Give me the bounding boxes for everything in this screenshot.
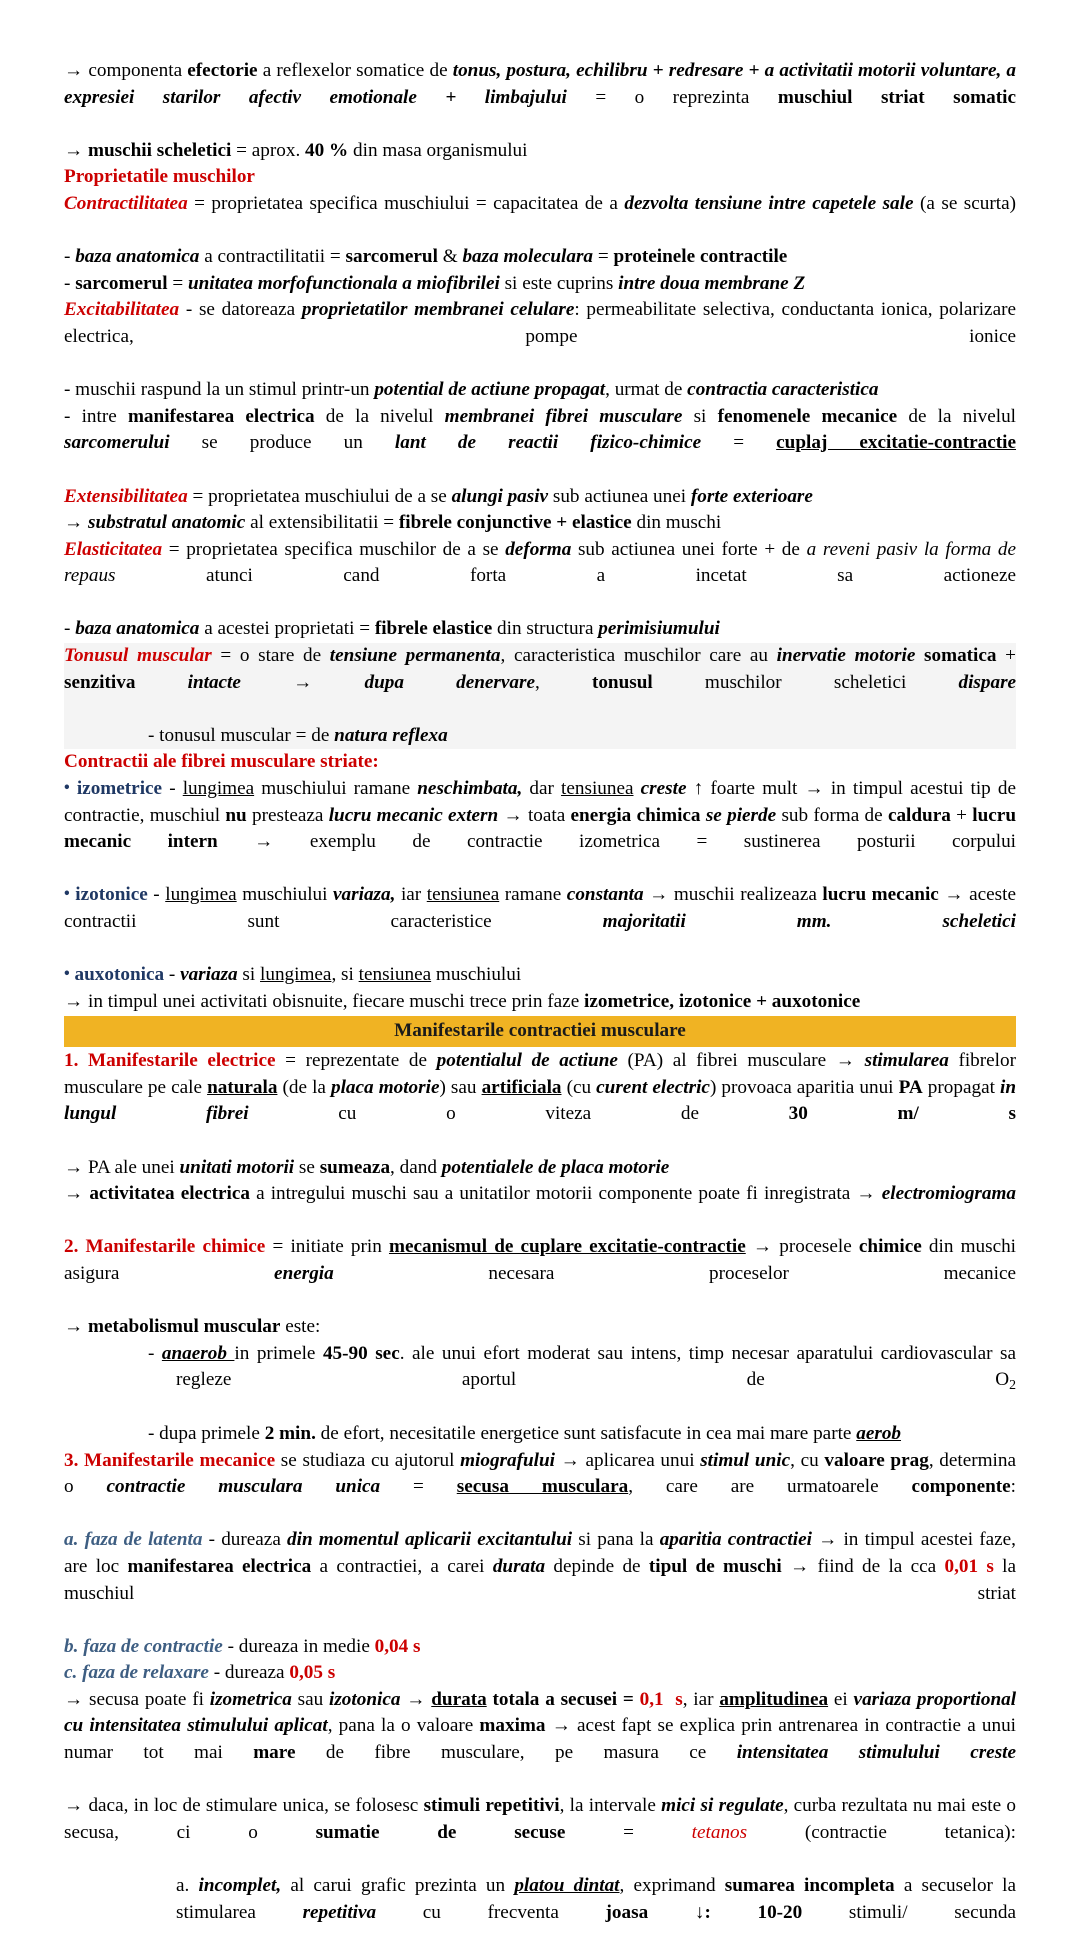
paragraph-durata-secusa: → secusa poate fi izometrica sau izotonica → durata totala a secusei = 0,1 s, iar amplitudinea ei variaza proportional cu intensitatea stimulului aplicat, pana la o valoare maxima → acest fapt se explica prin antrenarea in contractie a unui numar tot mai mare de fibre musculare, pe masura ce intensitatea stimulului creste xyxy=(64,1688,1017,1764)
paragraph-pa-unitati-motorii: → PA ale unei unitati motorii se sumeaza, dand potentialele de placa motorie xyxy=(64,1156,670,1178)
paragraph-izometrice: • izometrice - lungimea muschiului ramane neschimbata, dar tensiunea creste ↑ foarte mult → in timpul acestui tip de contractie, muschiul nu presteaza lucru mecanic extern → toata energia chimica se pierde sub forma de caldura + lucru mecanic intern → exemplu de contractie izometrica = sustinerea posturii corpului xyxy=(64,777,1017,853)
paragraph-contractilitatea: Contractilitatea = proprietatea specifica muschiului = capacitatea de a dezvolta tensiune intre capetele sale (a se scurta) xyxy=(64,192,1016,214)
paragraph-baza-anatomica-elasticitate: - baza anatomica a acestei proprietati = fibrele elastice din structura perimisiumului xyxy=(64,618,720,640)
paragraph-muschii-raspund: - muschii raspund la un stimul printr-un potential de actiune propagat, urmat de contractia caracteristica xyxy=(64,379,879,401)
paragraph-auxotonica: • auxotonica - variaza si lungimea, si tensiunea muschiului xyxy=(64,963,522,986)
paragraph-tetanos: → daca, in loc de stimulare unica, se folosesc stimuli repetitivi, la intervale mici si regulate, curba rezultata nu mai este o secusa, ci o sumatie de secuse = tetanos (contractie tetanica): xyxy=(64,1795,1017,1843)
paragraph-baza-anatomica-contractilitate: - baza anatomica a contractilitatii = sarcomerul & baza moleculara = proteinele contractile xyxy=(64,246,788,268)
section-banner-manifestari: Manifestarile contractiei musculare xyxy=(64,1016,1016,1047)
paragraph-metabolismul-muscular: → metabolismul muscular este: xyxy=(64,1316,321,1338)
paragraph-tonusul-natura-reflexa: - tonusul muscular = de natura reflexa xyxy=(64,723,1016,750)
paragraph-elasticitatea: Elasticitatea = proprietatea specifica muschilor de a se deforma sub actiunea unei forte + de a reveni pasiv la forma de repaus atunci cand forta a incetat sa actioneze xyxy=(64,538,1017,587)
paragraph-cuplaj-excitatie-contractie: - intre manifestarea electrica de la nivelul membranei fibrei musculare si fenomenele mecanice de la nivelul sarcomerului se produce un lant de reactii fizico-chimice = cuplaj excitatie-contractie xyxy=(64,405,1017,454)
paragraph-faze-activitate: → in timpul unei activitati obisnuite, fiecare muschi trece prin faze izometrice, izotonice + auxotonice xyxy=(64,990,861,1012)
paragraph-extensibilitatea: Extensibilitatea = proprietatea muschiului de a se alungi pasiv sub actiunea unei forte exterioare xyxy=(64,485,813,507)
heading-proprietatile-muschilor: Proprietatile muschilor xyxy=(64,166,255,188)
paragraph-aerob: - dupa primele 2 min. de efort, necesitatile energetice sunt satisfacute in cea mai mare parte aerob xyxy=(148,1422,902,1444)
paragraph-anaerob: - anaerob in primele 45-90 sec. ale unui efort moderat sau intens, timp necesar aparatului cardiovascular sa regleze aportul de $O_2$ xyxy=(148,1342,1017,1393)
paragraph-faza-relaxare: c. faza de relaxare - dureaza 0,05 s xyxy=(64,1662,336,1684)
paragraph-substratul-anatomic: → substratul anatomic al extensibilitatii = fibrele conjunctive + elastice din muschi xyxy=(64,512,722,534)
paragraph-faza-latenta: a. faza de latenta - dureaza din momentul aplicarii excitantului si pana la aparitia contractiei → in timpul acestei faze, are loc manifestarea electrica a contractiei, a carei durata depinde de tipul de muschi → fiind de la cca 0,01 s la muschiul striat xyxy=(64,1529,1016,1604)
paragraph-manifestari-mecanice: 3. Manifestarile mecanice se studiaza cu ajutorul miografului → aplicarea unui stimul unic, cu valoare prag, determina o contractie musculara unica = secusa musculara, care are urmatoarele componente: xyxy=(64,1449,1017,1498)
paragraph-intro-efectorie: → componenta efectorie a reflexelor somatice de tonus, postura, echilibru + redresare + a activitatii motorii voluntare, a expresiei starilor afectiv emotionale + limbajului = o reprezinta muschiul striat somatic xyxy=(64,60,1017,108)
paragraph-manifestari-electrice: 1. Manifestarile electrice = reprezentate de potentialul de actiune (PA) al fibrei musculare → stimularea fibrelor musculare pe cale naturala (de la placa motorie) sau artificiala (cu curent electric) provoaca aparitia unui PA propagat in lungul fibrei cu o viteza de 30 m/ s xyxy=(64,1050,1017,1125)
paragraph-muschii-scheletici: → muschii scheletici = aprox. 40 % din masa organismului xyxy=(64,139,528,161)
paragraph-manifestari-chimice: 2. Manifestarile chimice = initiate prin mecanismul de cuplare excitatie-contractie → procesele chimice din muschi asigura energia necesara proceselor mecanice xyxy=(64,1236,1017,1284)
paragraph-excitabilitatea: Excitabilitatea - se datoreaza proprietatilor membranei celulare: permeabilitate selectiva, conductanta ionica, polarizare electrica, pompe ionice xyxy=(64,299,1016,347)
paragraph-tonusul-muscular: Tonusul muscular = o stare de tensiune permanenta, caracteristica muschilor care au inervatie motorie somatica + senzitiva intacte → dupa denervare, tonusul muschilor scheletici dispare xyxy=(64,643,1016,723)
paragraph-tetanos-incomplet: a. incomplet, al carui grafic prezinta un platou dintat, exprimand sumarea incompleta a secuselor la stimularea repetitiva cu frecventa joasa ↓: 10-20 stimuli/ secunda xyxy=(176,1875,1017,1923)
paragraph-faza-contractie: b. faza de contractie - dureaza in medie 0,04 s xyxy=(64,1635,421,1657)
document-body xyxy=(64,58,1016,1953)
paragraph-electromiograma: → activitatea electrica a intregului muschi sau a unitatilor motorii componente poate fi inregistrata → electromiograma xyxy=(64,1183,1017,1205)
heading-contractii-fibra-striata: Contractii ale fibrei musculare striate: xyxy=(64,751,379,773)
paragraph-sarcomerul: - sarcomerul = unitatea morfofunctionala a miofibrilei si este cuprins intre doua membrane Z xyxy=(64,272,806,294)
paragraph-izotonice: • izotonice - lungimea muschiului variaza, iar tensiunea ramane constanta → muschii realizeaza lucru mecanic → aceste contractii sunt caracteristice majoritatii mm. scheletici xyxy=(64,884,1016,932)
